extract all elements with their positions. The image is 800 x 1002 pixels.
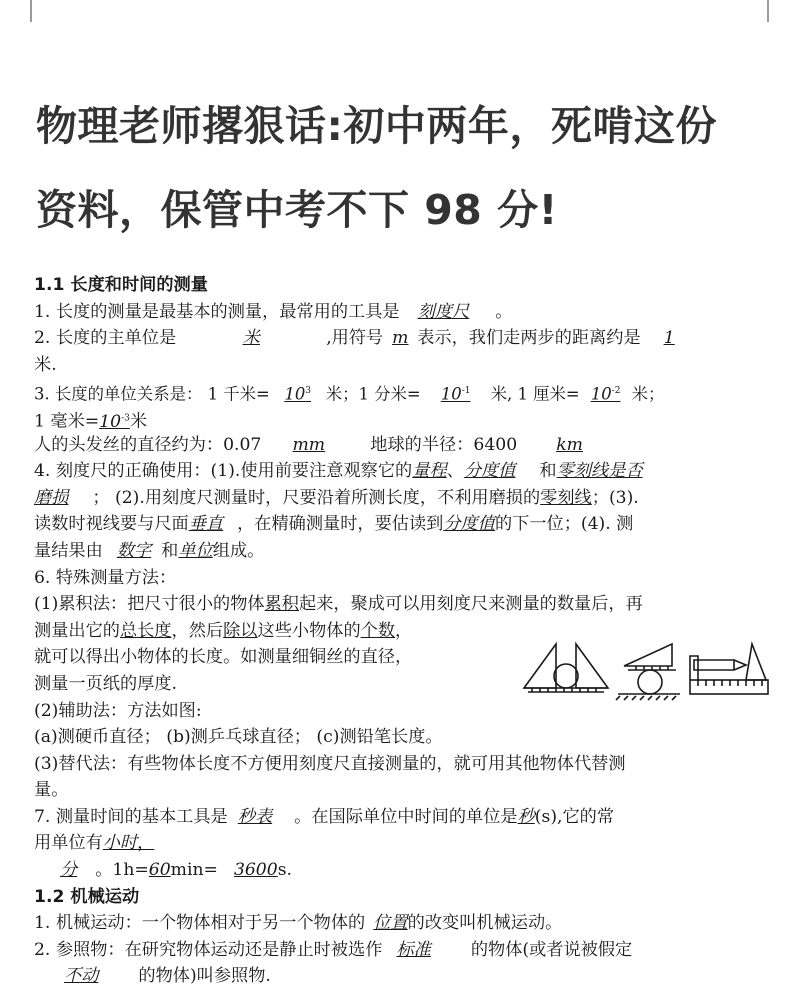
answer-blank: 不动 bbox=[64, 966, 99, 987]
paragraph-line: 1 毫米$=10^{-3}$米 bbox=[34, 411, 148, 432]
paragraph-line: (1)累积法：把尺寸很小的物体累积起来，聚成可以用刻度尺来测量的数量后，再 bbox=[34, 594, 643, 615]
answer-blank: 米 bbox=[242, 328, 260, 349]
paragraph-line: (2)辅助法：方法如图: bbox=[34, 700, 202, 721]
section-heading-1-1: 1.1 长度和时间的测量 bbox=[34, 275, 208, 295]
answer-blank: mm bbox=[292, 434, 326, 455]
answer-blank: 磨损 bbox=[34, 487, 69, 508]
paragraph-line: 用单位有小时， bbox=[34, 833, 155, 854]
paragraph-line: 1. 长度的测量是最基本的测量，最常用的工具是 刻度尺 。 bbox=[34, 301, 513, 322]
paragraph-line: 6. 特殊测量方法： bbox=[34, 567, 177, 588]
crop-mark-right bbox=[767, 0, 769, 22]
paragraph-line: 不动 的物体)叫参照物. bbox=[64, 966, 271, 987]
answer-blank: 标准 bbox=[396, 939, 431, 960]
answer-blank: 1 bbox=[663, 328, 675, 349]
answer-blank: 零刻线是否 bbox=[556, 461, 643, 482]
paragraph-line: 量。 bbox=[34, 780, 69, 801]
answer-blank: 10 bbox=[284, 384, 306, 404]
page-title bbox=[36, 84, 776, 252]
answer-blank: 分度值 bbox=[463, 461, 516, 482]
paragraph-line: 测量一页纸的厚度. bbox=[34, 673, 177, 694]
answer-blank: 位置 bbox=[373, 913, 408, 934]
measurement-diagram-icon bbox=[520, 636, 772, 702]
answer-blank: 垂直 bbox=[188, 514, 224, 535]
answer-blank: 3600 bbox=[233, 860, 278, 881]
answer-blank: 分度值 bbox=[443, 514, 495, 535]
paragraph-line: 1. 机械运动：一个物体相对于另一个物体的 位置的改变叫机械运动。 bbox=[34, 913, 563, 934]
crop-mark-left bbox=[30, 0, 32, 22]
measurement-methods-figure bbox=[520, 636, 772, 702]
paragraph-line: 4. 刻度尺的正确使用：(1).使用前要注意观察它的量程、分度值 和零刻线是否 bbox=[34, 461, 643, 482]
paragraph-line: 人的头发丝的直径约为：0.07 mm 地球的半径：6400 km bbox=[34, 434, 583, 455]
answer-blank: 数字 bbox=[116, 540, 152, 561]
paragraph-line: 测量出它的总长度，然后除以这些小物体的个数， bbox=[34, 620, 413, 641]
paragraph-line: 量结果由 数字 和单位组成。 bbox=[34, 540, 265, 561]
paragraph-line: (3)替代法：有些物体长度不方便用刻度尺直接测量的，就可用其他物体代替测 bbox=[34, 753, 626, 774]
paragraph-line: 就可以得出小物体的长度。如测量细铜丝的直径， bbox=[34, 647, 413, 668]
answer-blank: 小时 bbox=[102, 833, 138, 854]
paragraph-line: 2. 长度的主单位是 米 ,用符号 m 表示，我们走两步的距离约是 1 bbox=[34, 328, 675, 349]
paragraph-line: 分 。1h=60min= 3600s. bbox=[60, 860, 292, 881]
document-body bbox=[34, 272, 772, 990]
title-line-1: 物理老师撂狠话:初中两年，死啃这份 bbox=[36, 102, 717, 150]
answer-blank: 刻度尺 bbox=[417, 301, 470, 322]
answer-blank: 秒表 bbox=[237, 806, 273, 827]
answer-blank: 10 bbox=[99, 411, 122, 432]
paragraph-line: 3. 长度的单位关系是： 1 千米= $10^3$ 米；1 分米= $10^{-1}$ 米, 1 厘米= $10^{-2}$ 米； bbox=[34, 384, 665, 404]
answer-blank: 60 bbox=[148, 860, 171, 881]
answer-blank: 量程 bbox=[412, 461, 447, 482]
paragraph-line: 7. 测量时间的基本工具是 秒表 。在国际单位中时间的单位是秒(s),它的常 bbox=[34, 806, 615, 827]
title-line-2: 资料，保管中考不下 98 分! bbox=[36, 186, 558, 234]
answer-blank: 单位 bbox=[178, 540, 213, 561]
section-heading-1-2: 1.2 机械运动 bbox=[34, 886, 140, 907]
paragraph-line: 读数时视线要与尺面垂直 ，在精确测量时，要估读到分度值的下一位；(4). 测 bbox=[34, 514, 634, 535]
paragraph-line: (a)测硬币直径； (b)测乒乓球直径； (c)测铅笔长度。 bbox=[34, 727, 443, 748]
paragraph-line: 米. bbox=[34, 354, 57, 375]
answer-blank: 10 bbox=[590, 384, 612, 404]
paragraph-line: 磨损 ； (2).用刻度尺测量时，尺要沿着所测长度，不利用磨损的零刻线；(3). bbox=[34, 487, 639, 508]
answer-blank: m bbox=[392, 328, 409, 349]
answer-blank: km bbox=[556, 434, 583, 455]
paragraph-line: 2. 参照物：在研究物体运动还是静止时被选作 标准 的物体(或者说被假定 bbox=[34, 939, 633, 960]
answer-blank: 10 bbox=[440, 384, 462, 404]
answer-blank: 分 bbox=[60, 860, 78, 881]
answer-blank: 秒 bbox=[517, 806, 535, 827]
